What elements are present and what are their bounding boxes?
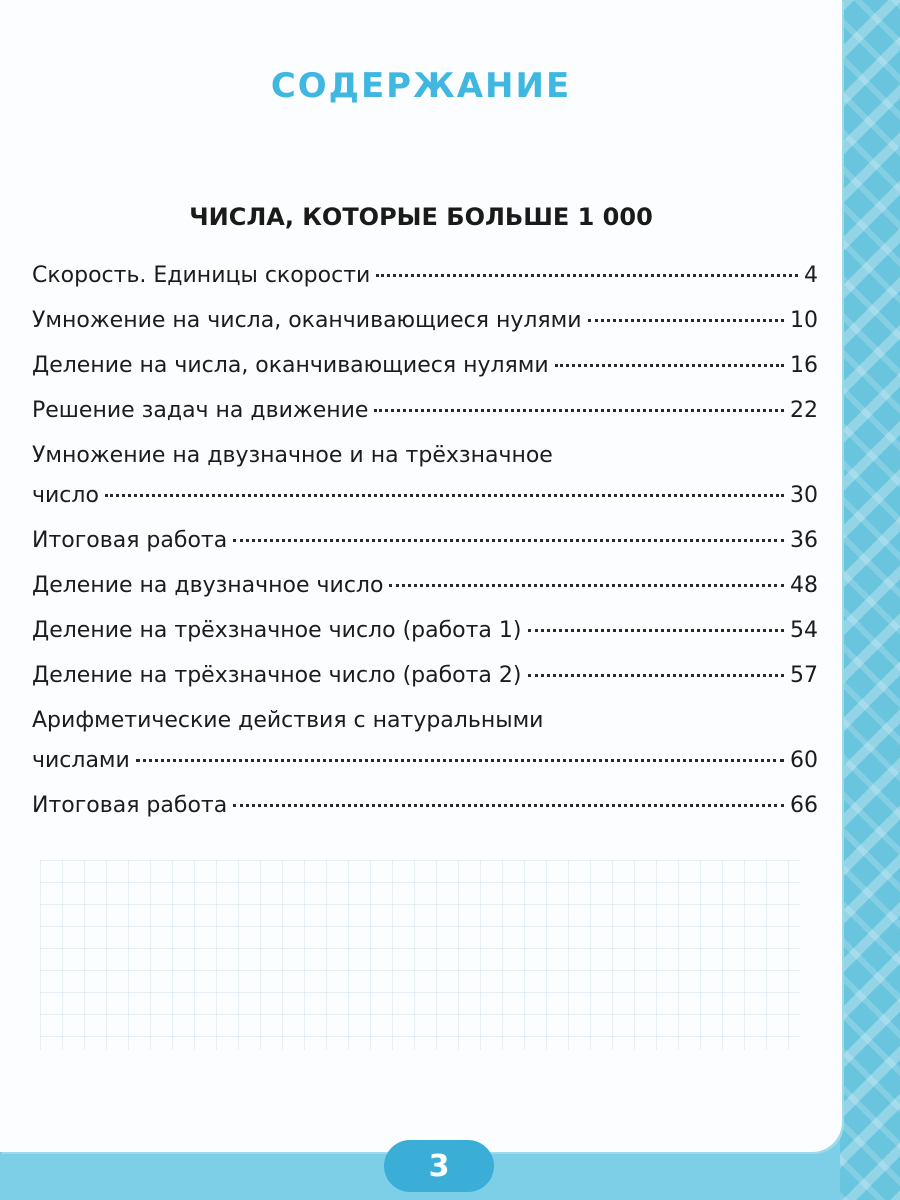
- dot-leader: [136, 759, 784, 762]
- toc-page-number: 10: [790, 308, 818, 333]
- dot-leader: [374, 409, 784, 412]
- toc-entry[interactable]: [32, 662, 818, 689]
- background-grid: [40, 860, 800, 1050]
- toc-page-number: 16: [790, 353, 818, 378]
- toc-entry[interactable]: [32, 262, 818, 289]
- decorative-border: [840, 0, 900, 1200]
- toc-entry[interactable]: [32, 442, 818, 509]
- toc-page-number: 54: [790, 618, 818, 643]
- page-number-badge: 3: [384, 1140, 494, 1192]
- toc-label: Итоговая работа: [32, 528, 228, 553]
- toc-page-number: 57: [790, 663, 818, 688]
- page-title: СОДЕРЖАНИЕ: [270, 66, 572, 106]
- toc-label-line1: Арифметические действия с натуральными: [32, 708, 544, 733]
- toc-label-line1: Умножение на двузначное и на трёхзначное: [32, 443, 553, 468]
- dot-leader: [389, 584, 784, 587]
- toc-entry[interactable]: [32, 572, 818, 599]
- dot-leader: [376, 274, 798, 277]
- toc-page-number: 4: [804, 263, 818, 288]
- dot-leader: [528, 674, 785, 677]
- toc-page-number: 66: [790, 793, 818, 818]
- dot-leader: [105, 494, 784, 497]
- toc-entry[interactable]: [32, 352, 818, 379]
- toc-label: Деление на двузначное число: [32, 573, 384, 598]
- toc-entry[interactable]: [32, 307, 818, 334]
- table-of-contents: [32, 262, 818, 837]
- toc-entry[interactable]: [32, 527, 818, 554]
- toc-label: Скорость. Единицы скорости: [32, 263, 371, 288]
- toc-label: Умножение на числа, оканчивающиеся нулями: [32, 308, 582, 333]
- dot-leader: [555, 364, 784, 367]
- toc-entry[interactable]: [32, 397, 818, 424]
- section-heading: ЧИСЛА, КОТОРЫЕ БОЛЬШЕ 1 000: [189, 203, 653, 231]
- toc-entry[interactable]: [32, 707, 818, 774]
- toc-label: Итоговая работа: [32, 793, 228, 818]
- dot-leader: [528, 629, 785, 632]
- toc-entry[interactable]: [32, 792, 818, 819]
- toc-label: Деление на трёхзначное число (работа 1): [32, 618, 522, 643]
- toc-page-number: 60: [790, 748, 818, 773]
- dot-leader: [233, 804, 784, 807]
- toc-label: Деление на числа, оканчивающиеся нулями: [32, 353, 549, 378]
- toc-entry[interactable]: [32, 617, 818, 644]
- toc-label: числами: [32, 748, 130, 773]
- toc-label: Решение задач на движение: [32, 398, 369, 423]
- toc-label: Деление на трёхзначное число (работа 2): [32, 663, 522, 688]
- toc-page-number: 30: [790, 483, 818, 508]
- toc-page-number: 48: [790, 573, 818, 598]
- dot-leader: [233, 539, 784, 542]
- dot-leader: [588, 319, 784, 322]
- toc-page-number: 36: [790, 528, 818, 553]
- toc-page-number: 22: [790, 398, 818, 423]
- toc-label: число: [32, 483, 99, 508]
